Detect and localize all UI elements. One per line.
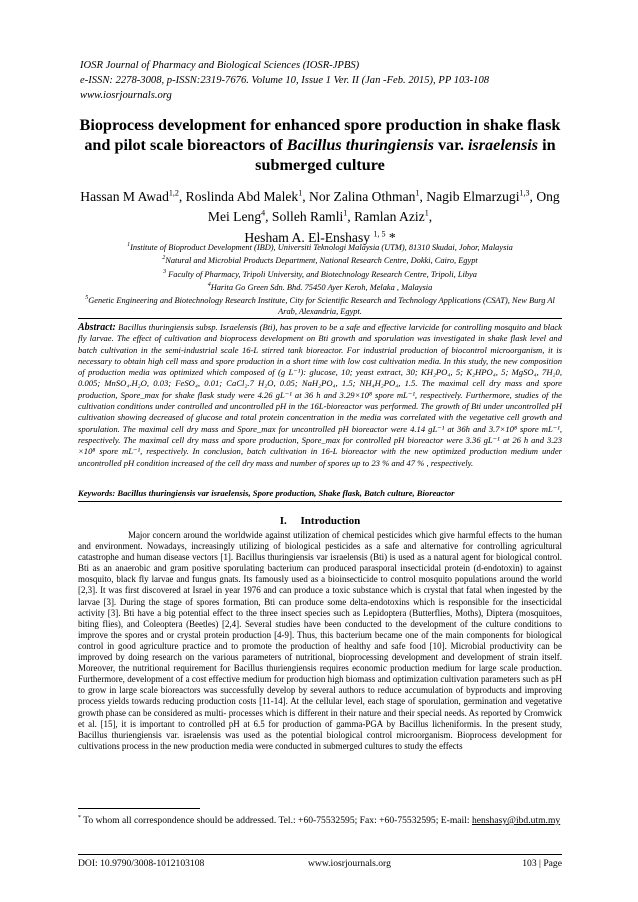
title-variety: israelensis — [467, 136, 539, 154]
abstract-top-rule — [78, 318, 562, 319]
page-footer — [78, 858, 562, 870]
affiliation: $^4$Harita Go Green Sdn. Bhd. 75450 Ayer Keroh, Melaka , Malaysia — [207, 281, 433, 292]
footnote-mark: * — [78, 815, 81, 821]
introduction-paragraph: Major concern around the worldwide against utilization of chemical pesticides which give harmful effects to the human and environment. Nowadays, increasingly utilizing of biological pesticides as a safe and alternative for controlling agricultural catastrophe and human disease vectors [1]. Bacillus thuringiensis var israelensis (Bti) is used as a natural agent for biological control. Bti as an anaerobic and gram positive sporulating bacterium can produced parasporal insecticidal protein (d-endotoxin) to against mosquito, black fly larvae and fungus gnats. Its famously used as a bioinsecticide to control mosquito populations around the world [2,3]. It was first discovered at Israel in year 1976 and can produce a toxic substance which is crystal that fatal when ingested by the larvae [3]. During the stage of spores formation, Bti can produce some delta-endotoxins which is responsible for the insecticidal activity [3]. Bti have a big potential effect to the three insect species such as Lepidoptera (Butterflies, Moths), Diptera (mosquitoes, biting flies), and Coleoptera (Beetles) [2,4]. Several studies have been conducted to the development of the culture conditions to improve the spores and or crystal protein production [4-9]. Thus, this bacterium became one of the main components for biological control in good agriculture practice and to promote the production of healthy and safe food [10]. Microbial productivity can be improved by doing research on the various parameters of nutritional, bioprocessing development and development of strain itself. Moreover, the nutritional requirement for Bacillus thuriengiensis requires economic production medium for large scale production. Furthermore, development of a cost effective medium for production high biomass and optimization cultivation parameters such as pH to grow in large scale bioreactors was successfully develop by several authors to reduce accumulation of byproducts and improving process yields towards reducing production costs [11-14]. At the cellular level, each stage of sporulation, germination and vegetative growth phase can be considered as multi- processes which is different in their nature and their special needs. As reported by Cromwick et al. [15], it is important to controlled pH at 6.5 for production of gamma-PGA by Bacillus licheniformis. In the present study, Bacillus thuriengiensis var. israelensis was used as the potential biological control microorganism. Bioprocess development for cultivations process in the new production media were conducted in submerged cultures to study the effects — [78, 530, 562, 751]
footnote — [78, 812, 562, 827]
corresponding-author: Hesham A. El-Enshasy $^{1, 5}$ * — [244, 229, 396, 245]
paper-title — [70, 115, 570, 175]
author: Hassan M Awad$^{1,2}$, — [80, 188, 186, 204]
author: Nor Zalina Othman$^1$, — [309, 188, 427, 204]
affiliations — [78, 240, 562, 318]
email-link[interactable]: henshasy@ibd.utm.my — [471, 815, 561, 827]
author-list — [75, 184, 565, 246]
keywords-text: Bacillus thuringiensis var israelensis, Spore production, Shake flask, Batch culture, Bioreactor — [115, 488, 455, 498]
footer-rule — [78, 854, 562, 855]
footnote-rule — [78, 808, 200, 809]
doi: DOI: 10.9790/3008-1012103108 — [78, 858, 205, 869]
body-text — [78, 530, 562, 752]
author: Solleh Ramli$^1$, — [271, 208, 355, 225]
title-part1: Bioprocess development for enhanced spore production in shake flask and pilot scale bioreactors of — [79, 116, 561, 154]
journal-issn: e-ISSN: 2278-3008, p-ISSN:2319-7676. Volume 10, Issue 1 Ver. II (Jan -Feb. 2015), PP 103-108 — [80, 75, 490, 86]
abstract-text: Bacillus thuringiensis subsp. Israelensis (Bti), has proven to be a safe and effective larvicide for controlling mosquito and black fly larvae. The effect of cultivation and bioprocess development on Bti growth and sporulation was investigated in shake flask level and batch cultivation in the semi-industrial scale 16-L stirred tank bioreactor. For industrial production of biocontrol microorganism, it is necessary to obtain high cell mass and spore production in a short time with low cost cultivation media. In this study, the new composition of production media was optimized which composed of (g L⁻¹): glucose, 10; yeast extract, 30; KH₂PO₄, 5; K₂HPO₄, 5; MgSO₄, 7H₂0, 0.005; MnSO₄.H₂O, 0.03; FeSO₄, 0.01; CaCl₂.7 H₂O, 0.05; NaH₂PO₄, 1.5; NH₄H₂PO₄, 1.5. The maximal cell dry mass and spore production, Spore_max for shake flask study were 4.26 gL⁻¹ at 36 h and 3.29×10⁸ spore mL⁻¹, respectively. Furthermore, studies of the cultivation conditions under controlled and uncontrolled pH in the 16L-bioreactor was performed. The growth of Bti under uncontrolled pH cultivation showing decreased of glucose and total protein concentration in the media was correlated with the vegetative cell growth and sporulation. The maximal cell dry mass and Spore_max for uncontrolled pH bioreactor were 4.14 gL⁻¹ at 36h and 3.7×10⁸ spore mL⁻¹, respectively. The maximal cell dry mass and spore production, Spore_max for controlled pH bioreactor were 3.36 gL⁻¹ at 26 h and 3.23 ×10⁸ spore mL⁻¹, respectively. In conclusion, batch cultivation in 16-L bioreactor with the new optimized production medium under uncontrolled pH condition increased of the cell dry mass and number of spores up to 23 % and 47 % , respectively. — [78, 322, 562, 468]
section-number: I. — [279, 515, 287, 527]
affiliation: $^2$Natural and Microbial Products Department, National Research Centre, Dokki, Cairo, Egypt — [162, 255, 478, 266]
journal-name: IOSR Journal of Pharmacy and Biological Sciences (IOSR-JPBS) — [80, 60, 360, 71]
section-title: Introduction — [300, 515, 361, 527]
footnote-text: To whom all correspondence should be addressed. Tel.: +60-75532595; Fax: +60-75532595; E-mail: — [81, 815, 472, 827]
author: Ong Mei Leng$^4$, — [207, 188, 560, 225]
section-heading — [78, 514, 562, 528]
affiliation: $^1$Institute of Bioproduct Development (IBD), Universiti Teknologi Malaysia (UTM), 81310 Skudai, Johor, Malaysia — [127, 242, 513, 252]
keywords-label: Keywords: — [78, 488, 116, 498]
abstract — [78, 322, 562, 469]
title-part3: in submerged culture — [255, 136, 556, 174]
keywords — [78, 488, 562, 499]
author: Roslinda Abd Malek$^1$, — [185, 188, 309, 204]
journal-website: www.iosrjournals.org — [80, 90, 172, 101]
author: Ramlan Aziz$^1$, — [354, 208, 433, 225]
page-number: 103 | Page — [522, 858, 562, 869]
title-part2: var. — [433, 136, 468, 154]
title-species: Bacillus thuringiensis — [286, 136, 434, 154]
affiliation: $^5$Genetic Engineering and Biotechnology Research Institute, City for Scientific Research and Technology Applications (CSAT), New Burg Al Arab, Alexandria, Egypt. — [85, 295, 555, 317]
affiliation: $^3$ Faculty of Pharmacy, Tripoli University, and Biotechnology Research Centre, Tripoli, Libya — [163, 268, 477, 279]
abstract-label: Abstract: — [78, 322, 116, 333]
footer-website: www.iosrjournals.org — [308, 858, 391, 869]
journal-header — [80, 58, 580, 103]
abstract-bottom-rule — [78, 501, 562, 502]
author: Nagib Elmarzugi$^{1,3}$, — [426, 188, 537, 204]
